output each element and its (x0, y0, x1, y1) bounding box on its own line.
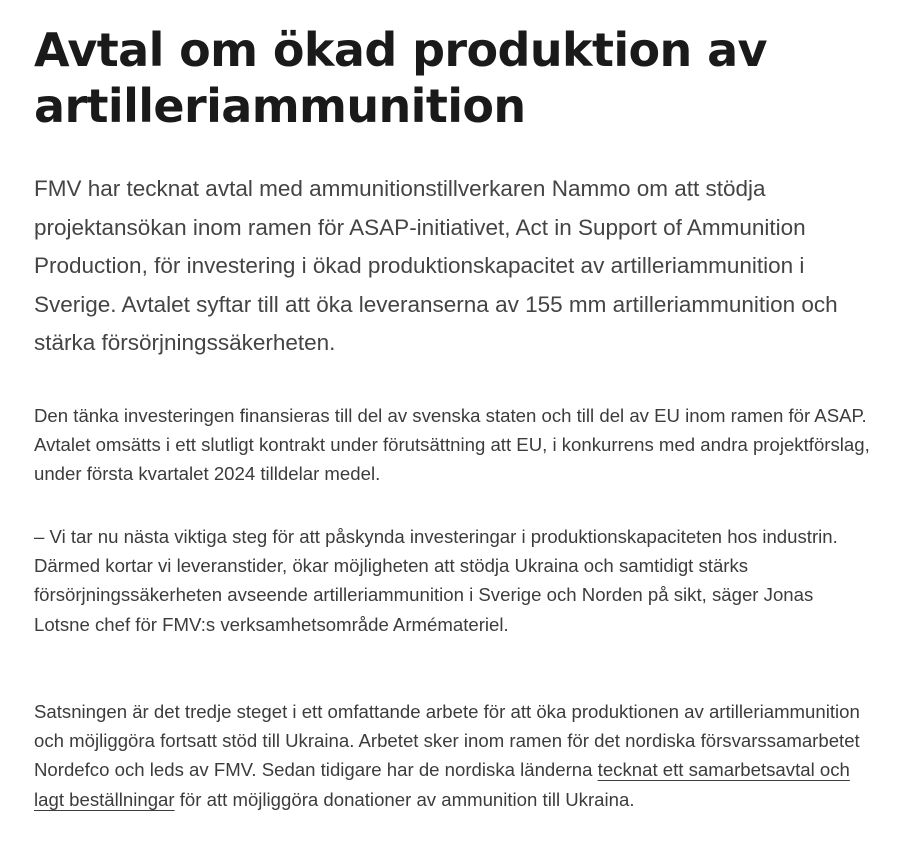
article-lead: FMV har tecknat avtal med ammunitionstillverkaren Nammo om att stödja projektansökan inom ramen för ASAP-initiativet, Act in Support of Ammunition Production, för investering i ökad produktionskapacitet av artilleriammunition i Sverige. Avtalet syftar till att öka leveranserna av 155 mm artilleriammunition och stärka försörjningssäkerheten. (34, 176, 838, 355)
article (34, 22, 884, 810)
article-paragraph-1: Den tänka investeringen finansieras till del av svenska staten och till del av EU inom ramen för ASAP. Avtalet omsätts i ett slutligt kontrakt under förutsättning att EU, i konkurrens med andra projektförslag, under första kvartalet 2024 tilldelar medel. (34, 405, 870, 485)
paragraph-3-text-end: för att möjliggöra donationer av ammunition till Ukraina. (174, 788, 635, 810)
article-title: Avtal om ökad produktion av artilleriammunition (34, 23, 767, 133)
cooperation-agreement-link[interactable]: tecknat ett samarbetsavtal och lagt beställningar (34, 759, 850, 810)
paragraph-3-text-start: Satsningen är det tredje steget i ett omfattande arbete för att öka produktionen av artilleriammunition och möjliggöra fortsatt stöd till Ukraina. Arbetet sker inom ramen för det nordiska försvarssamarbetet Nordefco och leds av FMV. Sedan tidigare har de nordiska länderna (34, 701, 860, 781)
article-paragraph-3 (34, 697, 874, 814)
article-paragraph-2-quote: – Vi tar nu nästa viktiga steg för att påskynda investeringar i produktionskapaciteten hos industrin. Därmed kortar vi leveranstider, ökar möjligheten att stödja Ukraina och samtidigt stärks försörjningssäkerheten avseende artilleriammunition i Sverige och Norden på sikt, säger Jonas Lotsne chef för FMV:s verksamhetsområde Armémateriel. (34, 526, 838, 635)
